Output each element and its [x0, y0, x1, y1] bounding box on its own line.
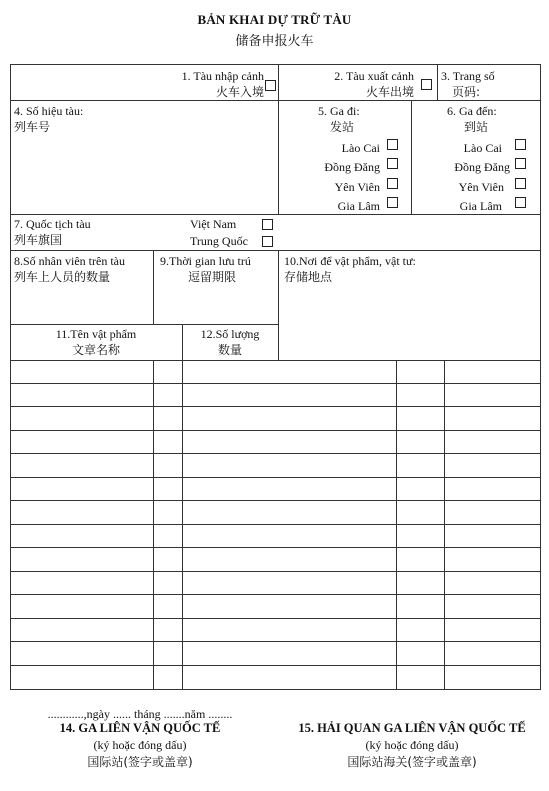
field11-label-zh: 文章名称 — [71, 343, 120, 357]
field6-label: 6. Ga đến: — [447, 104, 497, 118]
field7-checkbox-viet-nam[interactable] — [262, 219, 273, 230]
field7-option-trung-quoc: Trung Quốc — [190, 234, 248, 248]
field6-option-gia-lam: Gia Lâm — [459, 199, 502, 213]
field10-label-zh: 存储地点 — [284, 270, 333, 284]
field7-checkbox-trung-quoc[interactable] — [262, 236, 273, 247]
field5-option-lao-cai: Lào Cai — [341, 141, 380, 155]
field6-checkbox-dong-dang[interactable] — [515, 158, 526, 169]
field2-label-zh: 火车出境 — [365, 85, 414, 99]
signature-left-note-zh: 国际站(签字或盖章) — [87, 755, 193, 769]
field8-label-zh: 列车上人员的数量 — [14, 270, 111, 284]
field12-label: 12.Số lượng — [200, 327, 260, 341]
field1-checkbox[interactable] — [265, 80, 276, 91]
field5-option-yen-vien: Yên Viên — [334, 180, 380, 194]
signature-left-note: (ký hoặc đóng dấu) — [93, 738, 187, 752]
field5-option-dong-dang: Đồng Đăng — [324, 160, 380, 174]
field4-label-zh: 列车号 — [14, 120, 51, 134]
field5-label-zh: 发站 — [330, 120, 355, 134]
field5-checkbox-dong-dang[interactable] — [387, 158, 398, 169]
field5-option-gia-lam: Gia Lâm — [337, 199, 380, 213]
field4-label: 4. Số hiệu tàu: — [14, 104, 84, 118]
field6-option-lao-cai: Lào Cai — [463, 141, 502, 155]
field12-label-zh: 数量 — [217, 343, 242, 357]
field5-label: 5. Ga đi: — [318, 104, 360, 118]
field6-checkbox-gia-lam[interactable] — [515, 197, 526, 208]
form-subtitle: 储备申报火车 — [235, 34, 314, 49]
field11-label: 11.Tên vật phẩm — [55, 327, 137, 341]
signature-left-title: 14. GA LIÊN VẬN QUỐC TẾ — [59, 721, 221, 735]
field8-label: 8.Số nhân viên trên tàu — [14, 254, 125, 268]
field7-option-viet-nam: Việt Nam — [190, 217, 237, 231]
field6-checkbox-yen-vien[interactable] — [515, 178, 526, 189]
field3-label: 3. Trang số — [441, 69, 495, 83]
field2-label: 2. Tàu xuất cảnh — [334, 69, 414, 83]
field1-label-zh: 火车入境 — [215, 85, 264, 99]
field7-label-zh: 列车旗国 — [14, 233, 63, 247]
date-line: ............,ngày ...... tháng .......năm ........ — [47, 707, 233, 721]
field3-label-zh: 页码: — [452, 85, 481, 99]
field6-label-zh: 到站 — [464, 120, 489, 134]
field6-option-yen-vien: Yên Viên — [458, 180, 504, 194]
field2-checkbox[interactable] — [421, 79, 432, 90]
field5-checkbox-lao-cai[interactable] — [387, 139, 398, 150]
signature-right-note-zh: 国际站海关(签字或盖章) — [347, 755, 477, 769]
field6-option-dong-dang: Đồng Đăng — [454, 160, 510, 174]
form-title: BẢN KHAI DỰ TRỮ TÀU — [197, 12, 352, 27]
field1-label: 1. Tàu nhập cảnh — [181, 69, 264, 83]
field9-label-zh: 逗留期限 — [188, 270, 237, 284]
field7-label: 7. Quốc tịch tàu — [14, 217, 91, 231]
field5-checkbox-yen-vien[interactable] — [387, 178, 398, 189]
signature-right-title: 15. HẢI QUAN GA LIÊN VẬN QUỐC TẾ — [298, 721, 526, 735]
field6-checkbox-lao-cai[interactable] — [515, 139, 526, 150]
signature-right-note: (ký hoặc đóng dấu) — [365, 738, 459, 752]
field9-label: 9.Thời gian lưu trú — [160, 254, 251, 268]
field10-label: 10.Nơi để vật phẩm, vật tư: — [284, 254, 416, 268]
field5-checkbox-gia-lam[interactable] — [387, 197, 398, 208]
